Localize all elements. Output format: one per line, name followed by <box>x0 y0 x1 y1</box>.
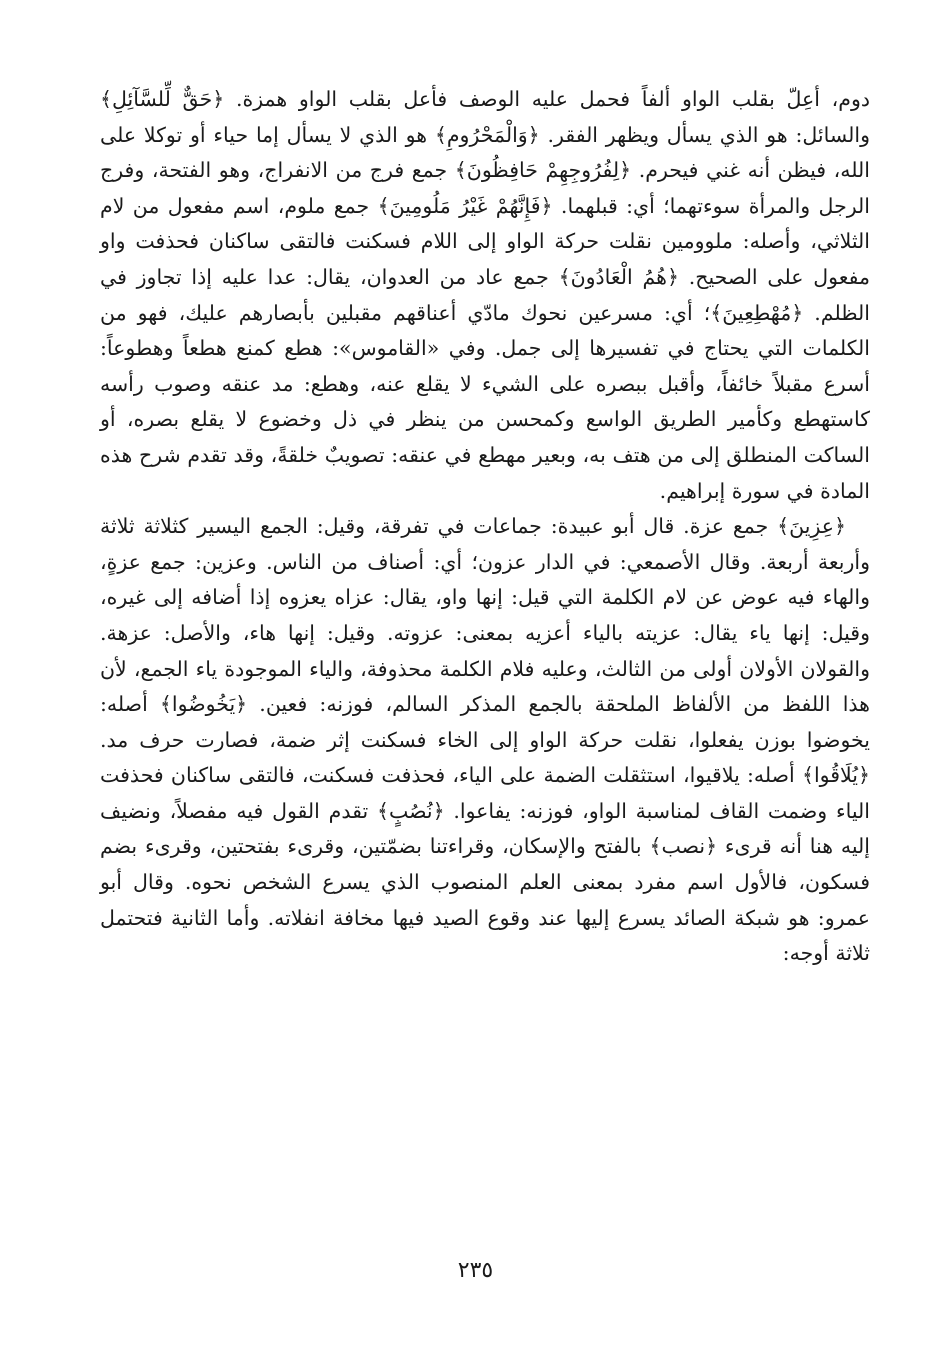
paragraph-1: دوم، أعِلّ بقلب الواو ألفاً فحمل عليه الوصف فأعل بقلب الواو همزة. ﴿حَقٌّ لِّلسَّآئِلِ﴾ والسائل: هو الذي يسأل ويظهر الفقر. ﴿وَالْمَحْرُومِ﴾ هو الذي لا يسأل إما حياء أو توكلا على الله، فيظن أنه غني فيحرم. ﴿لِفُرُوجِهِمْ حَافِظُونَ﴾ جمع فرج من الانفراج، وهو الفتحة، وفرج الرجل والمرأة سوءتهما؛ أي: قبلهما. ﴿فَإِنَّهُمْ غَيْرُ مَلُومِينَ﴾ جمع ملوم، اسم مفعول من لام الثلاثي، وأصله: ملوومين نقلت حركة الواو إلى اللام فسكنت فالتقى ساكنان فحذفت واو مفعول على الصحيح. ﴿هُمُ الْعَادُونَ﴾ جمع عاد من العدوان، يقال: عدا عليه إذا تجاوز في الظلم. ﴿مُهْطِعِينَ﴾؛ أي: مسرعين نحوك مادّي أعناقهم مقبلين بأبصارهم عليك، فهو من الكلمات التي يحتاج في تفسيرها إلى جمل. وفي «القاموس»: هطع كمنع هطعاً وهطوعاً: أسرع مقبلاً خائفاً، وأقبل ببصره على الشيء لا يقلع عنه، وهطع: مد عنقه وصوب رأسه كاستهطع وكأمير الطريق الواسع وكمحسن من ينظر في ذل وخضوع لا يقلع بصره، أو الساكت المنطلق إلى من هتف به، وبعير مهطع في عنقه: تصويبٌ خلقةً، وقد تقدم شرح هذه المادة في سورة إبراهيم. <box>100 87 870 503</box>
page-number: ٢٣٥ <box>457 1258 494 1283</box>
paragraph-2: ﴿عِزِينَ﴾ جمع عزة. قال أبو عبيدة: جماعات في تفرقة، وقيل: الجمع اليسير كثلاثة ثلاثة وأربعة أربعة. وقال الأصمعي: في الدار عزون؛ أي: أصناف من الناس. وعزين: جمع عزةٍ، والهاء فيه عوض عن لام الكلمة التي قيل: إنها واو، يقال: عزاه يعزوه إذا أضافه إلى غيره، وقيل: إنها ياء يقال: عزيته بالياء أعزيه بمعنى: عزوته. وقيل: إنها هاء، والأصل: عزهة. والقولان الأولان أولى من الثالث، وعليه فلام الكلمة محذوفة، والياء الموجودة ياء الجمع، لأن هذا اللفظ من الألفاظ الملحقة بالجمع المذكر السالم، فوزنه: فعين. ﴿يَخُوضُوا﴾ أصله: يخوضوا بوزن يفعلوا، نقلت حركة الواو إلى الخاء فسكنت إثر ضمة، فصارت حرف مد. ﴿يُلَاقُوا﴾ أصله: يلاقيوا، استثقلت الضمة على الياء، فحذفت فسكنت، فالتقى ساكنان فحذفت الياء وضمت القاف لمناسبة الواو، فوزنه: يفاعوا. ﴿نُصُبٍ﴾ تقدم القول فيه مفصلاً، ونضيف إليه هنا أنه قرىء ﴿نصب﴾ بالفتح والإسكان، وقراءتنا بضمّتين، وقرىء بفتحتين، وقرىء بضم فسكون، فالأول اسم مفرد بمعنى العلم المنصوب الذي يسرع الشخص نحوه. وقال أبو عمرو: هو شبكة الصائد يسرع إليها عند وقوع الصيد فيها مخافة انفلاته. وأما الثانية فتحتمل ثلاثة أوجه: <box>100 514 870 966</box>
text-body <box>100 82 870 972</box>
